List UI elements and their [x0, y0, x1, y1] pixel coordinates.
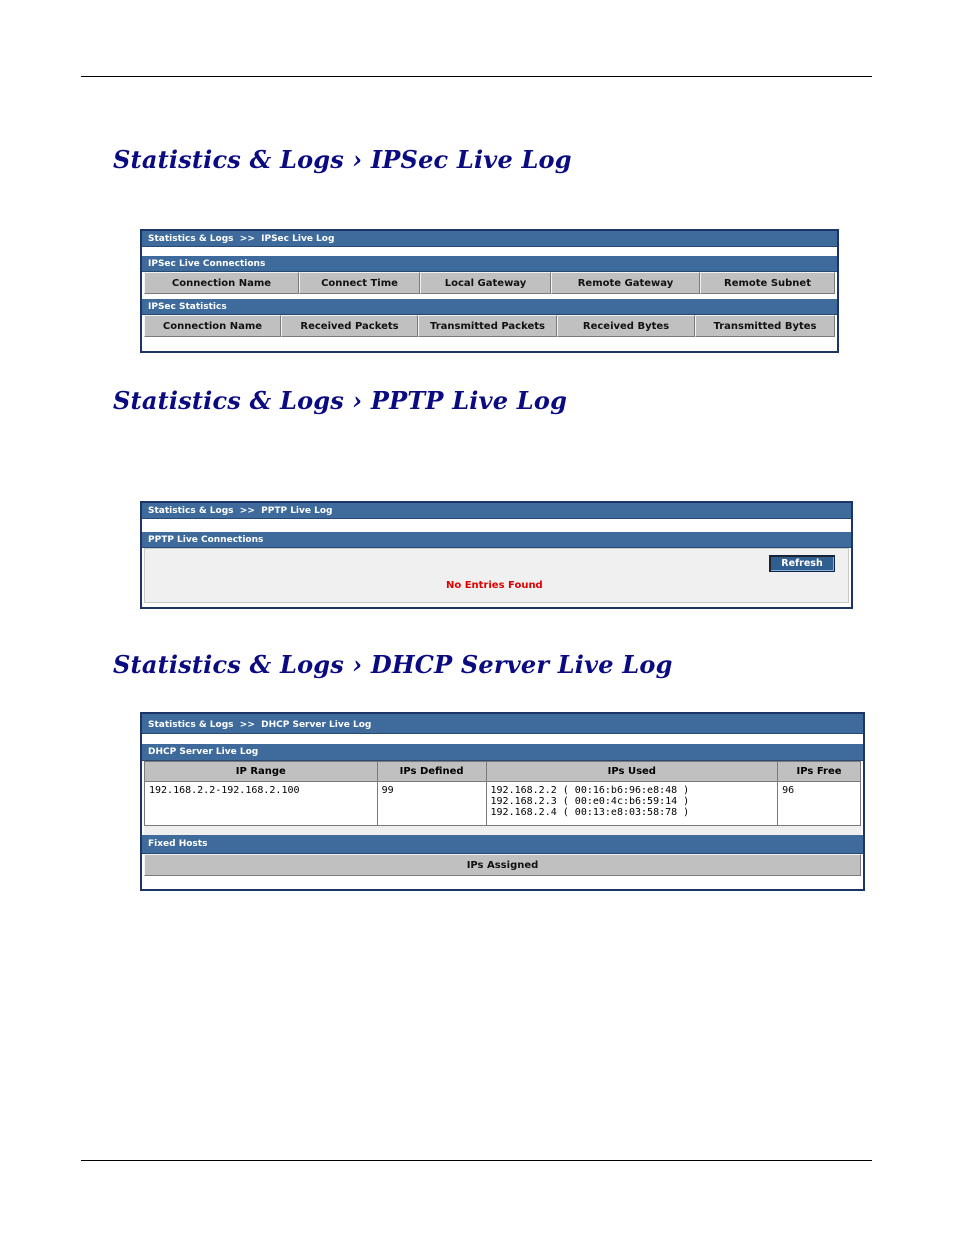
dhcp-table — [144, 761, 861, 826]
pptp-panel — [140, 501, 853, 609]
ipsec-heading: Statistics & Logs › IPSec Live Log — [113, 145, 572, 174]
ipsec-connections-title: IPSec Live Connections — [142, 256, 837, 272]
column-header: Remote Subnet — [700, 272, 835, 294]
dhcp-spacer — [144, 826, 861, 835]
column-header: IPs Used — [486, 762, 778, 782]
ips-used-cell — [486, 782, 778, 826]
pptp-heading: Statistics & Logs › PPTP Live Log — [113, 386, 568, 415]
column-header: Local Gateway — [420, 272, 551, 294]
table-row — [145, 782, 861, 826]
dhcp-log-title: DHCP Server Live Log — [142, 744, 863, 761]
column-header: Connect Time — [299, 272, 420, 294]
column-header: IPs Defined — [377, 762, 486, 782]
ips-used-entry: 192.168.2.3 ( 00:e0:4c:b6:59:14 ) — [490, 796, 690, 807]
column-header: IPs Assigned — [144, 854, 861, 876]
ips-used-entry: 192.168.2.4 ( 00:13:e8:03:58:78 ) — [490, 807, 690, 818]
table-header-row — [145, 762, 861, 782]
column-header: Received Bytes — [557, 315, 695, 337]
ipsec-statistics-header — [142, 315, 837, 337]
column-header: Remote Gateway — [551, 272, 700, 294]
column-header: Transmitted Bytes — [695, 315, 835, 337]
column-header: IP Range — [145, 762, 378, 782]
fixed-hosts-header — [142, 854, 863, 876]
ipsec-statistics-title: IPSec Statistics — [142, 299, 837, 315]
column-header: Transmitted Packets — [418, 315, 557, 337]
ipsec-panel — [140, 229, 839, 353]
column-header: Received Packets — [281, 315, 418, 337]
refresh-button[interactable]: Refresh — [769, 555, 835, 572]
dhcp-heading: Statistics & Logs › DHCP Server Live Log — [113, 650, 673, 679]
pptp-connections-title: PPTP Live Connections — [142, 532, 851, 548]
fixed-hosts-title: Fixed Hosts — [142, 835, 863, 854]
column-header: Connection Name — [144, 272, 299, 294]
top-rule — [81, 76, 872, 77]
breadcrumb: Statistics & Logs >> DHCP Server Live Log — [142, 714, 863, 734]
ips-used-entry: 192.168.2.2 ( 00:16:b6:96:e8:48 ) — [490, 785, 690, 796]
breadcrumb: Statistics & Logs >> IPSec Live Log — [142, 231, 837, 247]
empty-message: No Entries Found — [446, 580, 543, 591]
bottom-rule — [81, 1160, 872, 1161]
ips-free-cell: 96 — [778, 782, 861, 826]
ipsec-connections-header — [142, 272, 837, 294]
dhcp-panel — [140, 712, 865, 891]
column-header: Connection Name — [144, 315, 281, 337]
pptp-connections-body — [144, 548, 849, 603]
column-header: IPs Free — [778, 762, 861, 782]
ips-defined-cell: 99 — [377, 782, 486, 826]
breadcrumb: Statistics & Logs >> PPTP Live Log — [142, 503, 851, 519]
ip-range-cell: 192.168.2.2-192.168.2.100 — [145, 782, 378, 826]
